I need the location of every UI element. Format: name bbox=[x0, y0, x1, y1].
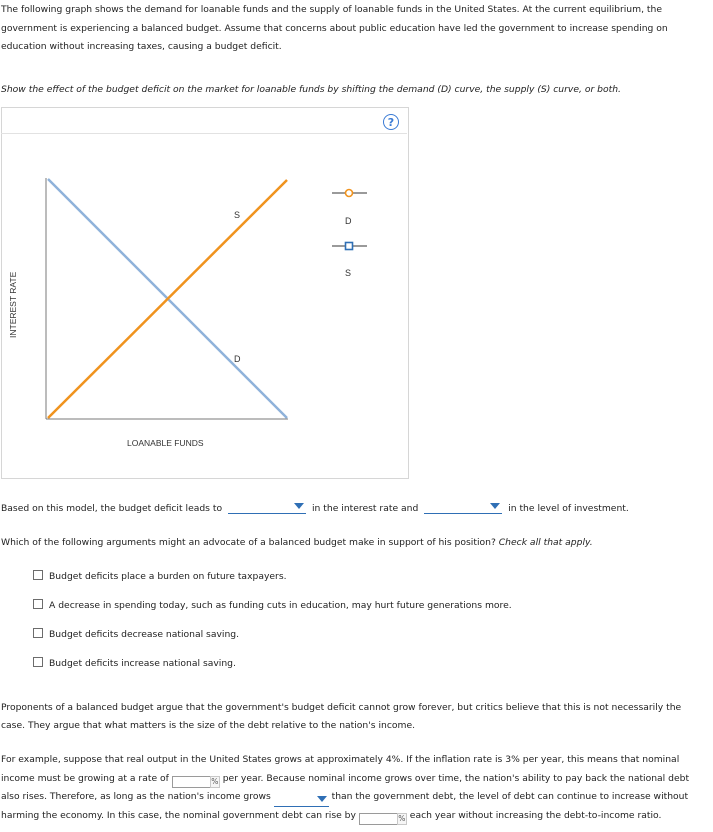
chevron-down-icon bbox=[490, 503, 500, 509]
supply-curve-label: S bbox=[234, 210, 241, 220]
option-spending-cuts-hurt-future[interactable]: A decrease in spending today, such as funding cuts in education, may hurt future generations more. bbox=[33, 599, 512, 611]
option-burden-future-taxpayers[interactable]: Budget deficits place a burden on future taxpayers. bbox=[33, 570, 287, 582]
chevron-down-icon bbox=[317, 796, 327, 802]
demand-tool-circle-icon[interactable] bbox=[346, 190, 353, 197]
y-axis-label: INTEREST RATE bbox=[8, 271, 18, 338]
graph-instruction: Show the effect of the budget deficit on the market for loanable funds by shifting the demand (D) curve, the supply (S) curve, or both. bbox=[1, 84, 621, 95]
option-increase-saving[interactable]: Budget deficits increase national saving. bbox=[33, 657, 236, 669]
help-icon[interactable]: ? bbox=[383, 114, 399, 130]
balanced-budget-question: Which of the following arguments might an advocate of a balanced budget make in support of his position? Check all that apply. bbox=[1, 537, 593, 548]
debt-growth-input[interactable]: % bbox=[359, 813, 407, 825]
legend-demand-label: D bbox=[345, 216, 352, 226]
budget-deficit-sentence: Based on this model, the budget deficit leads to in the interest rate and in the level of investment. bbox=[1, 503, 629, 514]
intro-text: The following graph shows the demand for loanable funds and the supply of loanable funds in the United States. At the current equilibrium, the government is experiencing a balanced budget. Assume that concerns about public education have led the government to increase spending on education without increasing taxes, causing a budget deficit. bbox=[1, 4, 668, 52]
x-axis-label: LOANABLE FUNDS bbox=[127, 438, 204, 448]
checkbox[interactable] bbox=[33, 657, 43, 667]
chevron-down-icon bbox=[294, 503, 304, 509]
checkbox[interactable] bbox=[33, 570, 43, 580]
demand-curve-label: D bbox=[234, 354, 241, 364]
interest-rate-dropdown[interactable] bbox=[228, 501, 306, 514]
income-growth-comparison-dropdown[interactable] bbox=[274, 794, 329, 807]
nominal-income-growth-input[interactable]: % bbox=[172, 776, 220, 788]
legend-supply-label: S bbox=[345, 268, 352, 278]
supply-tool-square-icon[interactable] bbox=[346, 243, 353, 250]
debt-to-income-paragraph: For example, suppose that real output in the United States grows at approximately 4%. If the inflation rate is 3% per year, this means that nominal income must be growing at a rate of % per year. Because nominal income grows over time, the nation's ability to pay back the national debt also rises. Therefore, as long as the nation's income grows than the government debt, the level of debt can continue to increase without harming the economy. In this case, the nominal government debt can rise by % each year without increasing the debt-to-income ratio. bbox=[1, 754, 690, 823]
checkbox[interactable] bbox=[33, 628, 43, 638]
proponents-paragraph: Proponents of a balanced budget argue that the government's budget deficit cannot grow forever, but critics believe that this is not necessarily the case. They argue that what matters is the size of the debt relative to the nation's income. bbox=[1, 702, 682, 731]
legend-supply-tool[interactable] bbox=[332, 243, 367, 279]
checkbox[interactable] bbox=[33, 599, 43, 609]
legend-demand-tool[interactable] bbox=[332, 190, 367, 227]
investment-dropdown[interactable] bbox=[424, 501, 502, 514]
option-decrease-saving[interactable]: Budget deficits decrease national saving. bbox=[33, 628, 239, 640]
question-hint: Check all that apply. bbox=[498, 537, 593, 548]
